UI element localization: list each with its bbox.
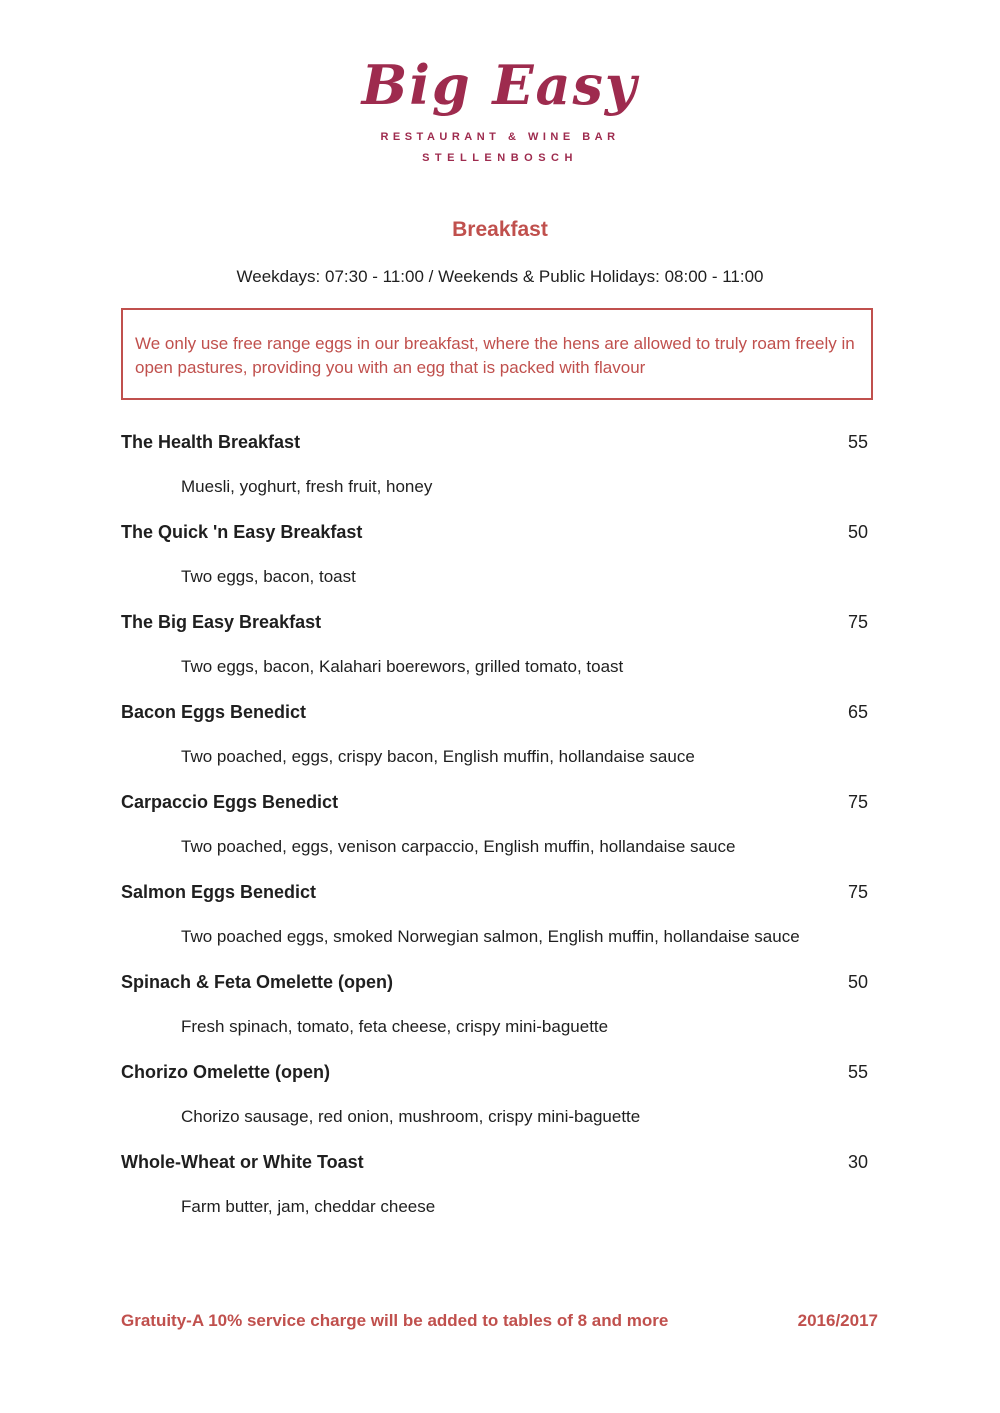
menu-item-name: Spinach & Feta Omelette (open): [121, 972, 394, 992]
menu-item-name: Chorizo Omelette (open): [121, 1062, 331, 1082]
menu-item-price: 75: [847, 612, 868, 632]
menu-item-price: 75: [847, 792, 868, 812]
menu-item-price: 55: [847, 1062, 868, 1082]
menu-item-price: 50: [847, 522, 868, 542]
menu-item: [121, 612, 868, 702]
menu-item-name: Carpaccio Eggs Benedict: [121, 792, 339, 812]
menu-item-price: 55: [847, 432, 868, 452]
menu-item-price: 75: [847, 882, 868, 902]
menu-item-description: Two eggs, bacon, Kalahari boerewors, grilled tomato, toast: [181, 657, 624, 676]
menu-item: [121, 1152, 868, 1242]
menu-item-description: Two poached eggs, smoked Norwegian salmon, English muffin, hollandaise sauce: [181, 927, 800, 946]
logo-location: STELLENBOSCH: [422, 152, 578, 165]
menu-item: [121, 972, 868, 1062]
footer: [121, 1311, 878, 1331]
menu-item-price: 50: [847, 972, 868, 992]
menu-item-name: The Big Easy Breakfast: [121, 612, 322, 632]
menu-item: [121, 882, 868, 972]
serving-hours: Weekdays: 07:30 - 11:00 / Weekends & Public Holidays: 08:00 - 11:00: [236, 267, 764, 286]
menu-item-description: Farm butter, jam, cheddar cheese: [181, 1197, 436, 1216]
menu-item-description: Fresh spinach, tomato, feta cheese, crispy mini-baguette: [181, 1017, 609, 1036]
gratuity-notice: Gratuity-A 10% service charge will be added to tables of 8 and more: [121, 1311, 669, 1330]
menu-item-list: [121, 432, 868, 1242]
menu-item-price: 65: [847, 702, 868, 722]
note-text: We only use free range eggs in our breakfast, where the hens are allowed to truly roam freely in open pastures, providing you with an egg that is packed with flavour: [135, 334, 855, 377]
menu-item-description: Chorizo sausage, red onion, mushroom, crispy mini-baguette: [181, 1107, 641, 1126]
menu-item-description: Two poached, eggs, crispy bacon, English muffin, hollandaise sauce: [181, 747, 695, 766]
page-title: Breakfast: [452, 218, 548, 241]
menu-season: 2016/2017: [797, 1311, 878, 1330]
menu-item: [121, 702, 868, 792]
menu-item-description: Two poached, eggs, venison carpaccio, English muffin, hollandaise sauce: [181, 837, 736, 856]
logo-script-text: Big Easy: [361, 53, 639, 117]
restaurant-logo: [0, 53, 1000, 165]
menu-item: [121, 522, 868, 612]
menu-item-description: Two eggs, bacon, toast: [181, 567, 356, 586]
menu-item-price: 30: [847, 1152, 868, 1172]
menu-item: [121, 1062, 868, 1152]
menu-item-name: Whole-Wheat or White Toast: [121, 1152, 364, 1172]
menu-item: [121, 432, 868, 522]
menu-item-name: The Quick 'n Easy Breakfast: [121, 522, 363, 542]
logo-tagline: RESTAURANT & WINE BAR: [380, 131, 620, 144]
free-range-eggs-note: [121, 308, 873, 400]
menu-item-name: The Health Breakfast: [121, 432, 301, 452]
menu-item-name: Salmon Eggs Benedict: [121, 882, 317, 902]
menu-item: [121, 792, 868, 882]
menu-item-description: Muesli, yoghurt, fresh fruit, honey: [181, 477, 433, 496]
menu-item-name: Bacon Eggs Benedict: [121, 702, 307, 722]
